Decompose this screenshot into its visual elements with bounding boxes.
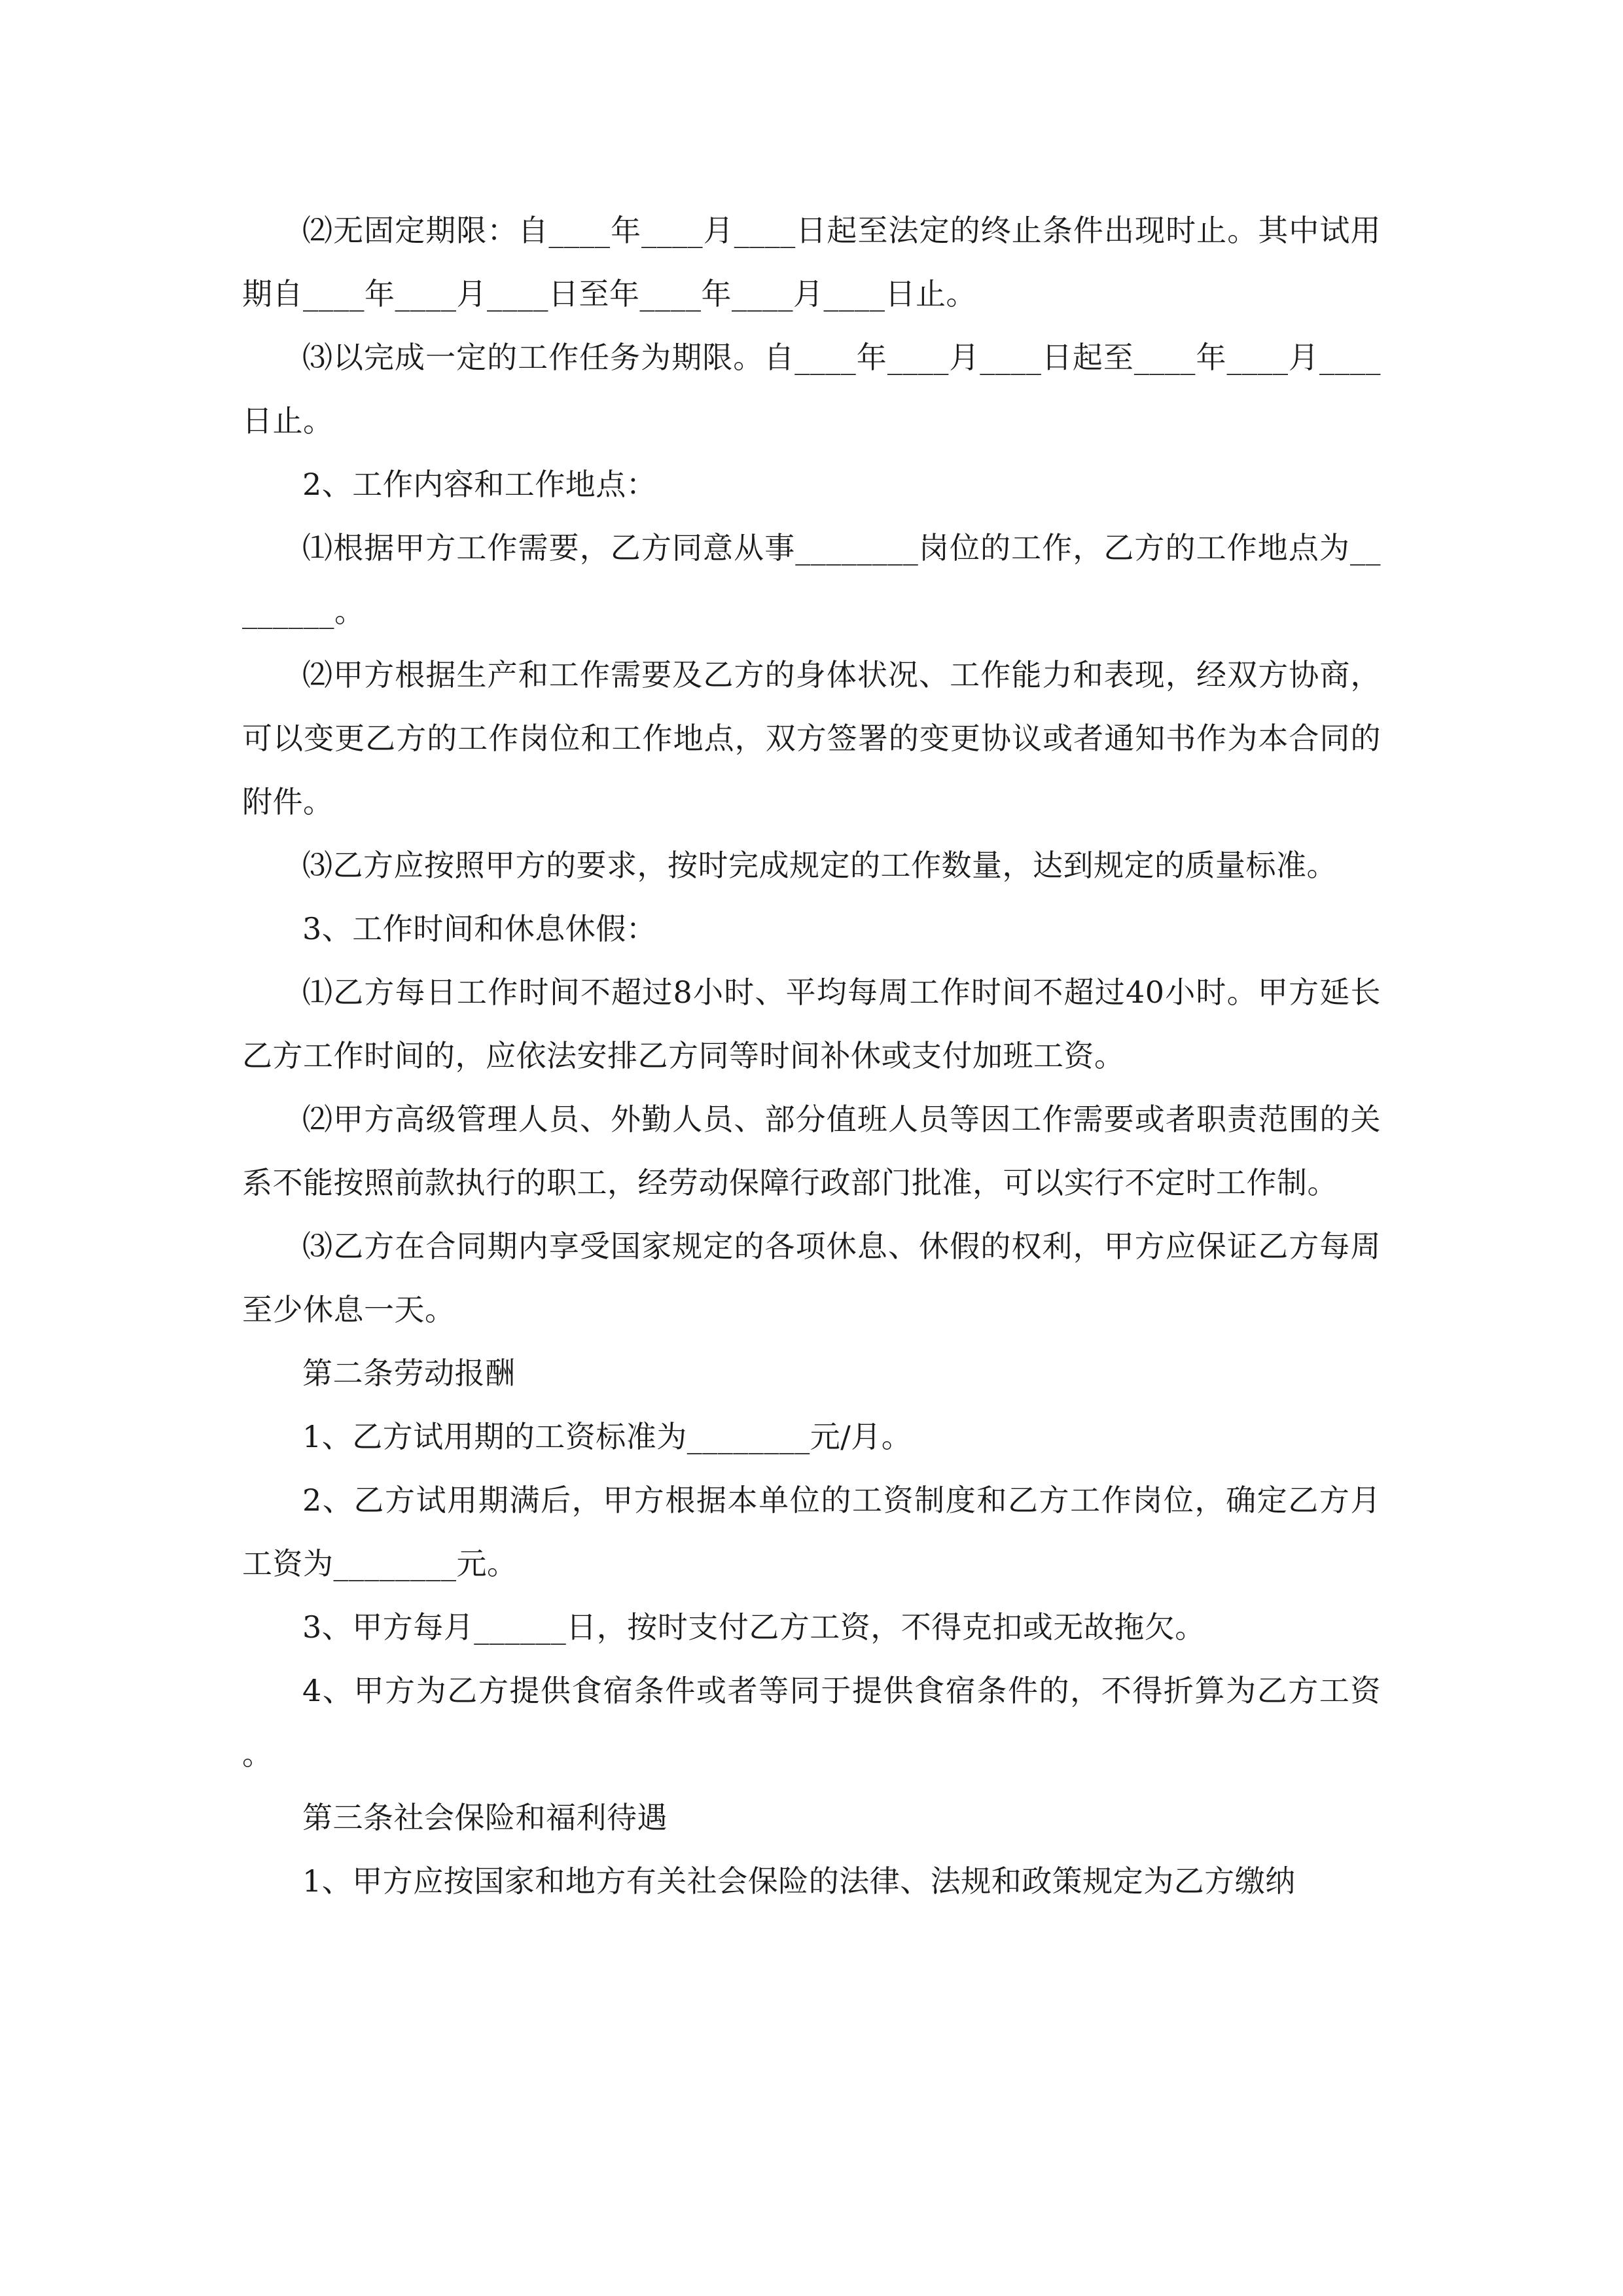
paragraph-social-insurance-1: 1、甲方应按国家和地方有关社会保险的法律、法规和政策规定为乙方缴纳 [302, 1863, 1296, 1899]
paragraph-remuneration-1: 1、乙方试用期的工资标准为________元/月。 [302, 1419, 912, 1454]
paragraph-remuneration-4: 4、甲方为乙方提供食宿条件或者等同于提供食宿条件的，不得折算为乙方工资。 [242, 1673, 1381, 1772]
paragraph-work-content-1: ⑴根据甲方工作需要，乙方同意从事________岗位的工作，乙方的工作地点为________。 [242, 530, 1381, 629]
paragraph-work-time-2: ⑵甲方高级管理人员、外勤人员、部分值班人员等因工作需要或者职责范围的关系不能按照前款执行的职工，经劳动保障行政部门批准，可以实行不定时工作制。 [242, 1102, 1381, 1200]
paragraph-work-content-heading: 2、工作内容和工作地点： [302, 467, 657, 502]
paragraph-fixed-term-2: ⑵无固定期限：自____年____月____日起至法定的终止条件出现时止。其中试用期自____年____月____日至年____年____月____日止。 [242, 213, 1381, 312]
paragraph-remuneration-3: 3、甲方每月______日，按时支付乙方工资，不得克扣或无故拖欠。 [302, 1609, 1205, 1645]
paragraph-work-time-3: ⑶乙方在合同期内享受国家规定的各项休息、休假的权利，甲方应保证乙方每周至少休息一天。 [242, 1229, 1381, 1327]
paragraph-task-term-3: ⑶以完成一定的工作任务为期限。自____年____月____日起至____年____月____日止。 [242, 340, 1381, 439]
paragraph-work-content-2: ⑵甲方根据生产和工作需要及乙方的身体状况、工作能力和表现，经双方协商，可以变更乙方的工作岗位和工作地点，双方签署的变更协议或者通知书作为本合同的附件。 [242, 657, 1381, 819]
paragraph-remuneration-2: 2、乙方试用期满后，甲方根据本单位的工资制度和乙方工作岗位，确定乙方月工资为________元。 [242, 1482, 1381, 1581]
document-body [242, 199, 1381, 1913]
section-heading-remuneration: 第二条劳动报酬 [302, 1355, 516, 1391]
section-heading-social-insurance: 第三条社会保险和福利待遇 [302, 1800, 668, 1835]
paragraph-work-content-3: ⑶乙方应按照甲方的要求，按时完成规定的工作数量，达到规定的质量标准。 [302, 848, 1337, 883]
paragraph-work-time-heading: 3、工作时间和休息休假： [302, 911, 657, 946]
paragraph-work-time-1: ⑴乙方每日工作时间不超过8小时、平均每周工作时间不超过40小时。甲方延长乙方工作时间的，应依法安排乙方同等时间补休或支付加班工资。 [242, 975, 1381, 1073]
